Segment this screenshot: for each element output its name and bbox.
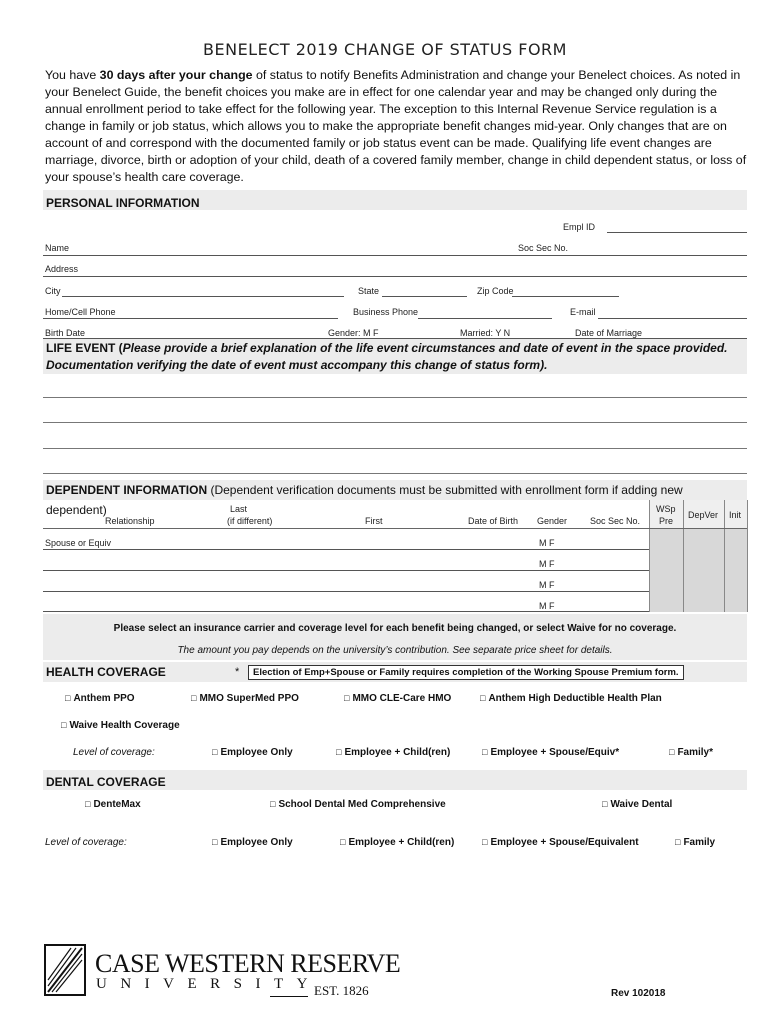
col-relationship: Relationship [105, 516, 155, 526]
col-last-bottom: (if different) [227, 516, 273, 526]
carrier-instruction: Please select an insurance carrier and coverage level for each benefit being changed, or select Waive for no coverage. [113, 623, 677, 634]
checkbox-icon[interactable]: □ [85, 799, 91, 809]
col-last-top: Last [230, 504, 248, 514]
email-label: E-mail [570, 307, 596, 317]
zip-field[interactable] [512, 296, 619, 297]
state-field[interactable] [382, 296, 467, 297]
dependent-header-rule [43, 528, 747, 529]
life-event-line-4[interactable] [43, 473, 747, 474]
health-level-family-label: Family* [677, 747, 714, 758]
option-mmo-supermed-ppo[interactable] [191, 693, 299, 704]
option-mmo-cle-care-hmo[interactable] [344, 693, 451, 704]
logo-name: CASE WESTERN RESERVE [95, 949, 401, 978]
option-anthem-ppo[interactable] [65, 693, 135, 704]
dependent-row-4[interactable] [43, 611, 649, 612]
logo-mark-icon [44, 944, 86, 996]
option-waive-health[interactable] [61, 720, 180, 731]
checkbox-icon[interactable]: □ [602, 799, 608, 809]
dependent-header-note: (Dependent verification documents must be submitted with enrollment form if adding new dependent) [46, 483, 683, 517]
option-school-dental-label: School Dental Med Comprehensive [278, 799, 446, 810]
option-anthem-ppo-label: Anthem PPO [73, 693, 135, 704]
dental-level-label: Level of coverage: [45, 837, 127, 848]
logo-est: EST. 1826 [314, 983, 369, 998]
checkbox-icon[interactable]: □ [480, 693, 486, 703]
checkbox-icon[interactable]: □ [340, 837, 346, 847]
option-dentemax[interactable] [85, 799, 141, 810]
revision-label: Rev 102018 [611, 988, 666, 999]
life-event-header [46, 340, 746, 373]
personal-section-header: PERSONAL INFORMATION [43, 190, 747, 210]
dental-level-employee-spouse[interactable] [482, 837, 639, 848]
dental-level-family-label: Family [683, 837, 716, 848]
checkbox-icon[interactable]: □ [336, 747, 342, 757]
email-field[interactable] [598, 318, 747, 319]
checkbox-icon[interactable]: □ [675, 837, 681, 847]
option-waive-dental[interactable] [602, 799, 672, 810]
intro-paragraph [45, 67, 747, 186]
divider-wsp [649, 500, 650, 612]
col-wsp-top: WSp [656, 504, 676, 514]
working-spouse-note: Election of Emp+Spouse or Family requires completion of the Working Spouse Premium form. [248, 665, 684, 680]
university-logo [44, 944, 86, 1001]
checkbox-icon[interactable]: □ [212, 837, 218, 847]
health-header-title: HEALTH COVERAGE [46, 665, 166, 679]
divider-depver [683, 500, 684, 612]
dependent-row-3[interactable] [43, 591, 649, 592]
checkbox-icon[interactable]: □ [669, 747, 675, 757]
intro-deadline: 30 days after your change [99, 68, 253, 82]
birth-date-label: Birth Date [45, 328, 86, 338]
logo-university: UNIVERSITY [96, 976, 321, 992]
life-event-line-3[interactable] [43, 448, 747, 449]
city-label: City [45, 286, 61, 296]
dental-level-family[interactable] [675, 837, 715, 848]
checkbox-icon[interactable]: □ [270, 799, 276, 809]
col-first: First [365, 516, 383, 526]
health-level-employee-children[interactable] [336, 747, 450, 758]
intro-post: of status to notify Benefits Administration and change your Benelect choices. As noted in your Benelect Guide, the benefit choices you make are in effect for one calendar year and may be changed only during the annual enrollment period to take effect for the following year. The exception to this Internal Revenue Service regulation is a change in family or job status, which allows you to make the appropriate benefit changes mid-year. Only changes that are on account of and correspond with the documented family or job status event can be made. Qualifying life event changes are marriage, divorce, birth or adoption of your child, death of a covered family member, change in child dependent status, or loss of your spouse’s health care coverage. [45, 68, 747, 184]
dental-level-employee-spouse-label: Employee + Spouse/Equivalent [490, 837, 639, 848]
checkbox-icon[interactable]: □ [482, 837, 488, 847]
price-note: The amount you pay depends on the university’s contribution. See separate price sheet for details. [177, 645, 613, 656]
address-label: Address [45, 264, 79, 274]
life-event-line-1[interactable] [43, 397, 747, 398]
intro-pre: You have [45, 68, 100, 82]
option-waive-dental-label: Waive Dental [610, 799, 673, 810]
name-field[interactable] [43, 255, 747, 256]
checkbox-icon[interactable]: □ [191, 693, 197, 703]
life-event-instruction: Please provide a brief explanation of the life event circumstances and date of event in the space provided. Documentation verifying the date of event must accompany this change of status form). [46, 341, 728, 372]
dental-level-employee-only-label: Employee Only [220, 837, 293, 848]
checkbox-icon[interactable]: □ [61, 720, 67, 730]
address-field[interactable] [43, 276, 747, 277]
life-event-line-2[interactable] [43, 422, 747, 423]
col-dob: Date of Birth [468, 516, 519, 526]
dependent-row-4-gender: M F [539, 601, 555, 611]
divider-right [747, 500, 748, 612]
form-title: BENELECT 2019 CHANGE OF STATUS FORM [203, 40, 567, 59]
dependent-header-title: DEPENDENT INFORMATION [46, 483, 208, 497]
checkbox-icon[interactable]: □ [482, 747, 488, 757]
dental-level-employee-children[interactable] [340, 837, 454, 848]
divider-init [724, 500, 725, 612]
business-phone-label: Business Phone [353, 307, 419, 317]
dental-level-employee-children-label: Employee + Child(ren) [348, 837, 455, 848]
option-mmo-cle-care-hmo-label: MMO CLE-Care HMO [352, 693, 452, 704]
checkbox-icon[interactable]: □ [212, 747, 218, 757]
date-of-marriage-label: Date of Marriage [575, 328, 643, 338]
option-anthem-hdhp[interactable] [480, 693, 662, 704]
health-level-employee-only[interactable] [212, 747, 293, 758]
dental-level-employee-only[interactable] [212, 837, 293, 848]
dependent-row-3-gender: M F [539, 580, 555, 590]
empl-id-field[interactable] [607, 232, 747, 233]
city-field[interactable] [62, 296, 344, 297]
health-level-employee-spouse-label: Employee + Spouse/Equiv* [490, 747, 620, 758]
gender-label: Gender: M F [328, 328, 379, 338]
health-level-employee-only-label: Employee Only [220, 747, 293, 758]
col-wsp-bottom: Pre [659, 516, 674, 526]
business-phone-field[interactable] [418, 318, 552, 319]
col-depver: DepVer [688, 510, 719, 520]
logo-rule [270, 996, 308, 997]
health-level-employee-children-label: Employee + Child(ren) [344, 747, 451, 758]
health-asterisk: * [235, 666, 240, 678]
col-gender: Gender [537, 516, 568, 526]
health-level-family[interactable] [669, 747, 713, 758]
dependent-row-2-gender: M F [539, 559, 555, 569]
col-init: Init [729, 510, 742, 520]
dental-section-header: DENTAL COVERAGE [43, 770, 747, 790]
dependent-row-1[interactable] [43, 549, 649, 550]
name-label: Name [45, 243, 70, 253]
state-label: State [358, 286, 380, 296]
health-level-label: Level of coverage: [73, 747, 155, 758]
married-label: Married: Y N [460, 328, 511, 338]
checkbox-icon[interactable]: □ [65, 693, 71, 703]
option-mmo-supermed-ppo-label: MMO SuperMed PPO [199, 693, 299, 704]
option-dentemax-label: DenteMax [93, 799, 141, 810]
zip-label: Zip Code [477, 286, 514, 296]
home-phone-label: Home/Cell Phone [45, 307, 116, 317]
dependent-row-2[interactable] [43, 570, 649, 571]
life-event-label: LIFE EVENT ( [46, 341, 123, 355]
option-school-dental[interactable] [270, 799, 446, 810]
dependent-table [43, 500, 747, 612]
empl-id-label: Empl ID [563, 222, 596, 232]
option-waive-health-label: Waive Health Coverage [69, 720, 180, 731]
checkbox-icon[interactable]: □ [344, 693, 350, 703]
ssn-label: Soc Sec No. [518, 243, 569, 253]
dependent-row-1-relationship: Spouse or Equiv [45, 538, 112, 548]
health-level-employee-spouse[interactable] [482, 747, 619, 758]
col-ssn: Soc Sec No. [590, 516, 641, 526]
option-anthem-hdhp-label: Anthem High Deductible Health Plan [488, 693, 662, 704]
home-phone-field[interactable] [43, 318, 338, 319]
dependent-verification-shading [649, 528, 747, 612]
dependent-row-1-gender: M F [539, 538, 555, 548]
